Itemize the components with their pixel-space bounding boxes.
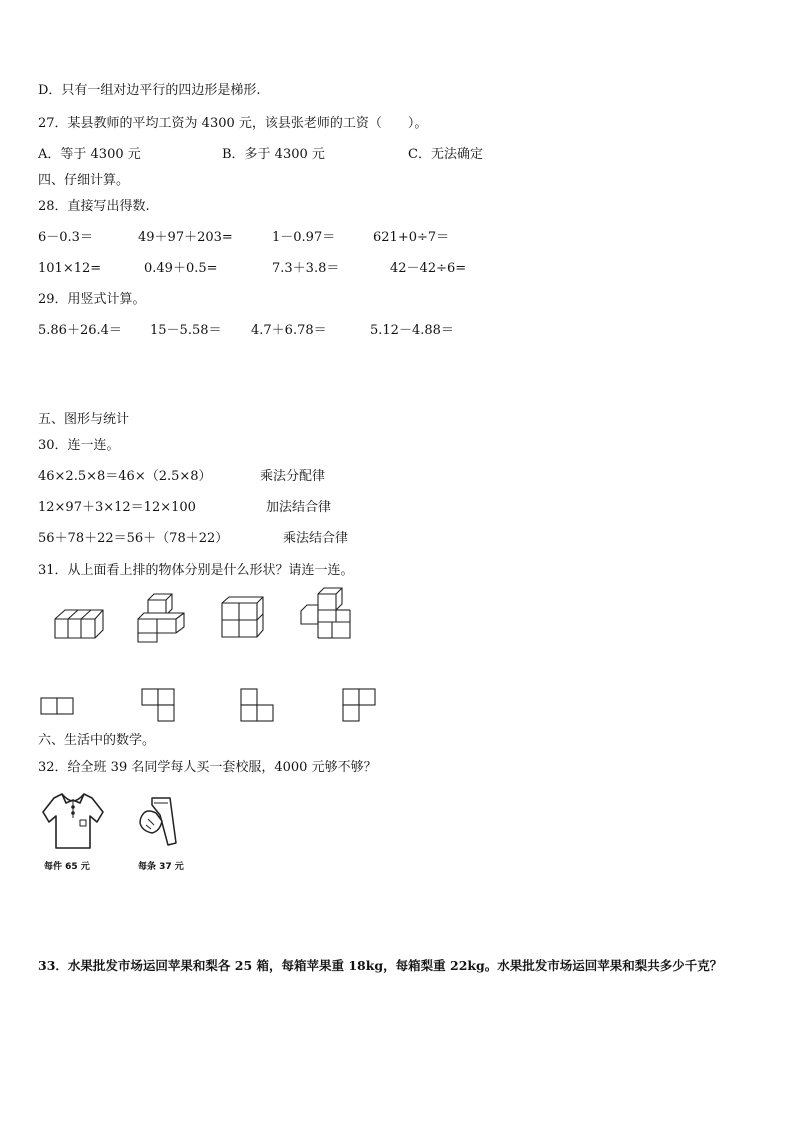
question-28: 28．直接写出得数. [38,199,150,214]
q28-expr-8: 42－42÷6= [390,261,467,276]
question-33: 33．水果批发市场运回苹果和梨各 25 箱，每箱苹果重 18kg，每箱梨重 22kg。水果批发市场运回苹果和梨共多少千克？ [38,958,723,973]
q30-right-1: 乘法分配律 [260,469,326,484]
q28-expr-7: 7.3＋3.8＝ [272,261,340,276]
q29-expr-4: 5.12－4.88＝ [370,323,454,338]
q27-option-a: A．等于 4300 元 [38,147,141,162]
cube-figure-2 [134,591,190,643]
q28-expr-3: 1－0.97＝ [272,230,336,245]
option-d: D．只有一组对边平行的四边形是梯形. [38,83,261,98]
shirt-icon [40,790,106,852]
q30-right-2: 加法结合律 [266,500,332,515]
q28-expr-6: 0.49＋0.5= [144,261,218,276]
cube-figure-1 [52,602,108,644]
q30-left-2: 12×97＋3×12＝12×100 [38,500,196,515]
top-view-4 [342,688,378,724]
q28-expr-5: 101×12= [38,261,102,276]
pants-icon [134,795,180,853]
q29-expr-3: 4.7＋6.78＝ [251,323,327,338]
q30-left-1: 46×2.5×8＝46×（2.5×8） [38,469,212,484]
q28-expr-1: 6－0.3＝ [38,230,93,245]
section-6-heading: 六、生活中的数学。 [38,733,156,748]
cube-figure-3 [219,594,265,640]
q28-expr-2: 49＋97＋203= [138,230,233,245]
question-27: 27．某县教师的平均工资为 4300 元，该县张老师的工资（ ）。 [38,116,428,131]
q27-option-c: C．无法确定 [408,147,483,162]
question-32: 32．给全班 39 名同学每人买一套校服，4000 元够不够？ [38,760,377,775]
question-29: 29．用竖式计算。 [38,292,146,307]
pants-price-label: 每条 37 元 [138,862,184,872]
top-view-1 [40,697,76,717]
section-4-heading: 四、仔细计算。 [38,173,130,188]
q28-expr-4: 621+0÷7＝ [373,230,450,245]
section-5-heading: 五、图形与统计 [38,412,130,427]
q29-expr-1: 5.86＋26.4＝ [38,323,122,338]
cube-figure-4 [298,586,354,640]
top-view-3 [240,688,276,724]
question-30: 30．连一连。 [38,438,120,453]
question-31: 31．从上面看上排的物体分别是什么形状？请连一连。 [38,563,354,578]
q30-left-3: 56＋78＋22＝56＋（78＋22） [38,531,229,546]
top-view-2 [141,688,177,724]
q27-option-b: B．多于 4300 元 [222,147,325,162]
q29-expr-2: 15－5.58＝ [150,323,222,338]
shirt-price-label: 每件 65 元 [44,862,90,872]
q30-right-3: 乘法结合律 [283,531,349,546]
